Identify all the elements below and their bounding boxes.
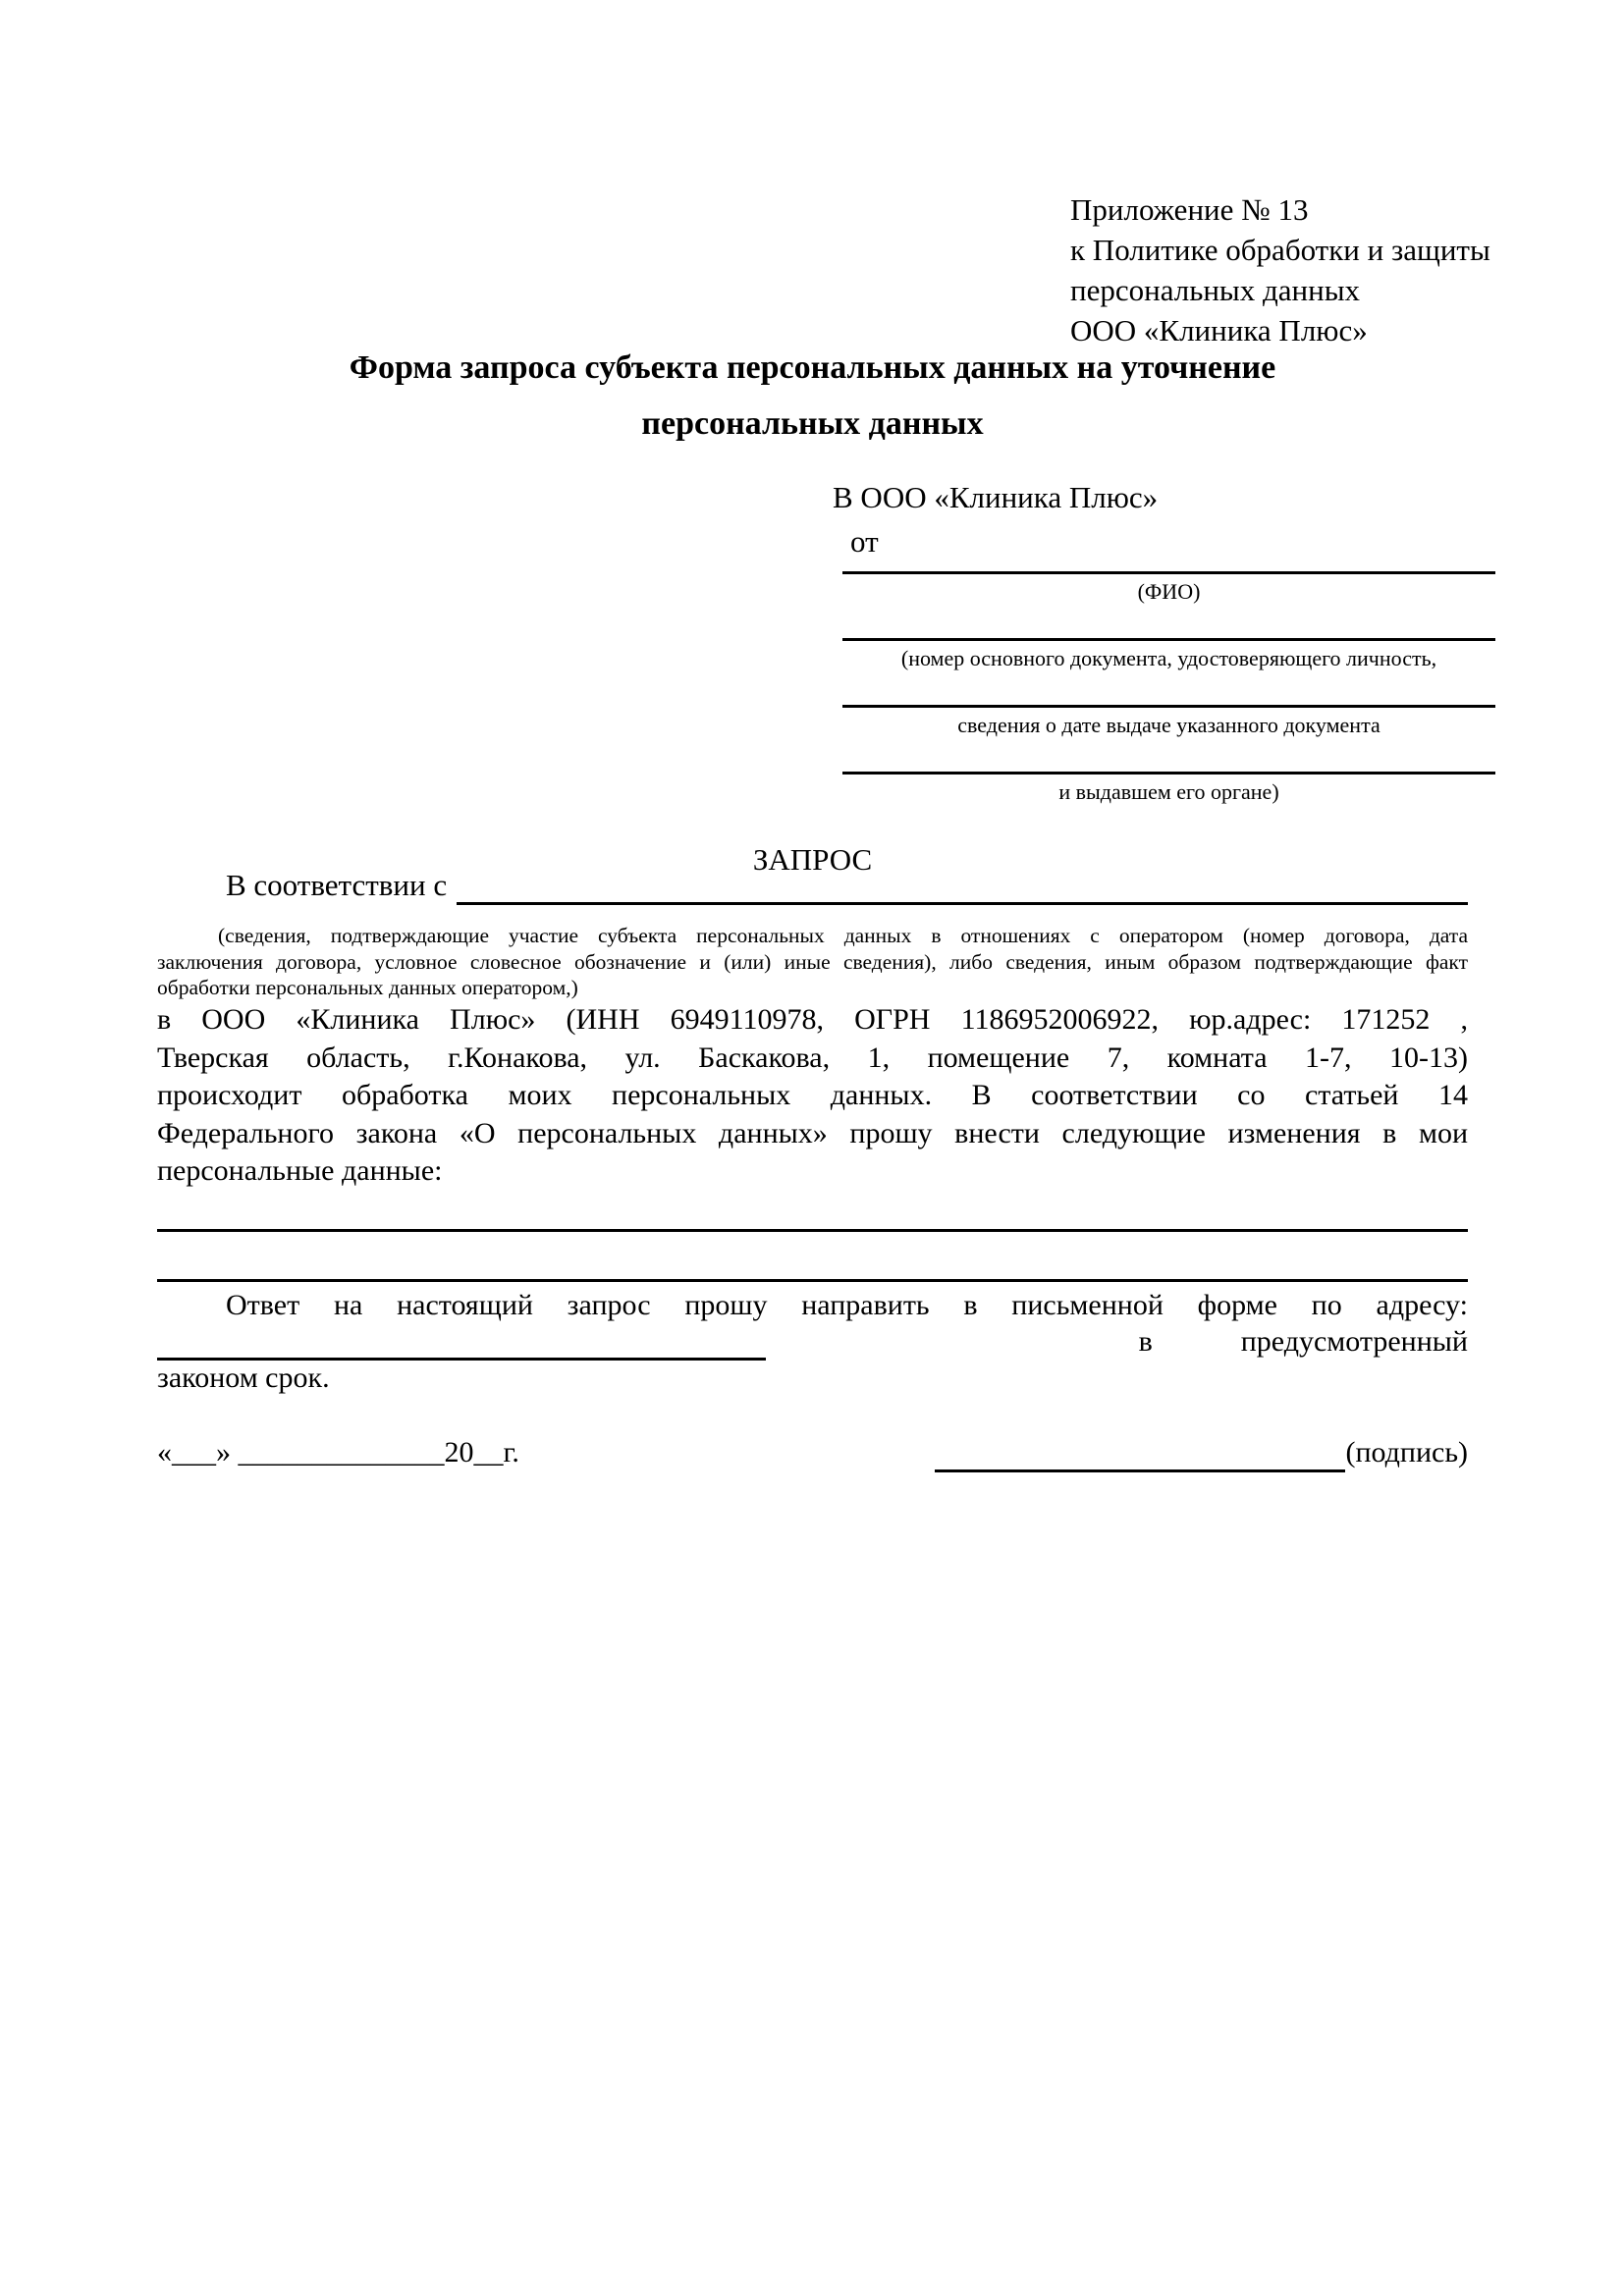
body-paragraph [157, 1001, 1468, 1191]
reply-word-predusmotrenny: предусмотренный [1240, 1325, 1468, 1358]
body-line-3: происходит обработка моих персональных данных. В соответствии со статьей 14 [157, 1079, 1468, 1111]
issue-date-caption: сведения о дате выдаче указанного документа [957, 713, 1380, 737]
address-fill-line [157, 1332, 766, 1361]
basis-prefix: В соответствии с [226, 868, 448, 902]
signature-fill-line [935, 1440, 1345, 1472]
appendix-line-1: Приложение № 13 [1070, 192, 1309, 227]
request-heading: ЗАПРОС [752, 842, 873, 877]
changes-fill-line-1 [157, 1229, 1468, 1232]
changes-fill-line-2 [157, 1279, 1468, 1282]
page-title-line-2: персональных данных [641, 405, 984, 442]
document-number-caption: (номер основного документа, удостоверяющего личность, [900, 646, 1437, 670]
signature-caption: (подпись) [1345, 1436, 1468, 1468]
appendix-line-4: ООО «Клиника Плюс» [1070, 313, 1368, 347]
body-line-4: Федерального закона «О персональных данных» прошу внести следующие изменения в мои [157, 1116, 1468, 1149]
page-title-line-1: Форма запроса субъекта персональных данных на уточнение [349, 349, 1276, 386]
reply-word-v: в [1138, 1325, 1153, 1358]
reply-address-row [157, 1323, 1468, 1361]
footnote-line-3: обработки персональных данных оператором,) [157, 976, 578, 999]
addressee-from-label: от [850, 524, 879, 559]
addressee-to: В ООО «Клиника Плюс» [833, 480, 1159, 514]
appendix-line-3: персональных данных [1070, 273, 1361, 307]
footnote [157, 923, 1468, 1001]
basis-row [157, 866, 1468, 905]
date-fill-text: «___» ______________20__г. [157, 1436, 519, 1468]
signature-group [935, 1433, 1468, 1472]
appendix-header [1070, 189, 1522, 350]
page-title [157, 340, 1468, 452]
date-signature-row [157, 1433, 1468, 1472]
body-line-2: Тверская область, г.Конакова, ул. Баскакова, 1, помещение 7, комната 1-7, 10-13) [157, 1041, 1468, 1074]
reply-tail: законом срок. [157, 1362, 330, 1394]
issuing-authority-caption: и выдавшем его органе) [1058, 779, 1279, 804]
footnote-line-1: (сведения, подтверждающие участие субъекта персональных данных в отношениях с оператором (номер договора, дата [218, 924, 1468, 947]
reply-sentence: Ответ на настоящий запрос прошу направить в письменной форме по адресу: [226, 1289, 1468, 1321]
footnote-line-2: заключения договора, условное словесное обозначение и (или) иные сведения), либо сведения, иным образом подтверждающие факт [157, 949, 1468, 974]
addressee-fill-block [842, 571, 1495, 838]
fio-caption: (ФИО) [1137, 579, 1201, 604]
body-line-1: в ООО «Клиника Плюс» (ИНН 6949110978, ОГРН 1186952006922, юр.адрес: 171252 , [157, 1003, 1468, 1036]
basis-fill-line [457, 867, 1468, 905]
appendix-line-2: к Политике обработки и защиты [1070, 233, 1490, 267]
body-line-5: персональные данные: [157, 1154, 443, 1187]
